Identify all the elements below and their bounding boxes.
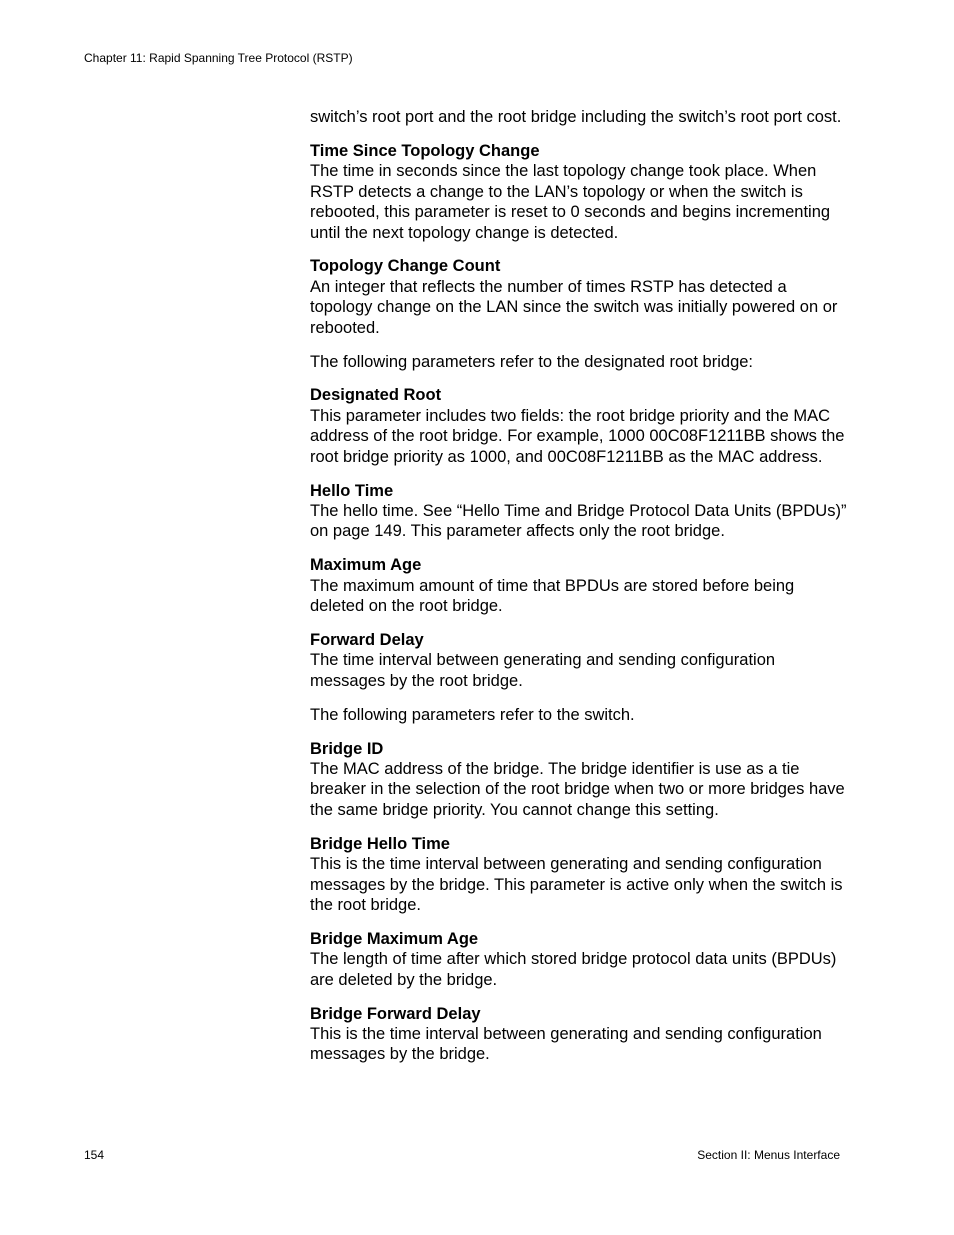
section-footer: Section II: Menus Interface (697, 1148, 840, 1162)
term-forward-delay (310, 630, 850, 691)
term-designated-root (310, 385, 850, 467)
term-title: Bridge Hello Time (310, 834, 450, 853)
term-topology-change-count (310, 256, 850, 338)
term-bridge-id (310, 739, 850, 821)
term-description: The MAC address of the bridge. The bridge identifier is use as a tie breaker in the selection of the root bridge when two or more bridges have the same bridge priority. You cannot change this setting. (310, 760, 845, 819)
term-description: This parameter includes two fields: the root bridge priority and the MAC address of the root bridge. For example, 1000 00C08F1211BB shows the root bridge priority as 1000, and 00C08F1211BB as the MAC address. (310, 406, 845, 466)
term-description: This is the time interval between generating and sending configuration messages by the bridge. (310, 1025, 822, 1064)
intro-continuation: switch’s root port and the root bridge including the switch’s root port cost. (310, 108, 842, 126)
term-bridge-hello-time (310, 834, 850, 916)
term-description: The maximum amount of time that BPDUs are stored before being deleted on the root bridge. (310, 576, 795, 616)
term-title: Maximum Age (310, 556, 422, 575)
term-title: Topology Change Count (310, 257, 501, 276)
main-body (310, 107, 850, 1078)
term-title: Bridge ID (310, 739, 384, 758)
term-title: Time Since Topology Change (310, 141, 540, 160)
page-number: 154 (84, 1148, 105, 1162)
term-description: An integer that reflects the number of times RSTP has detected a topology change on the LAN since the switch was initially powered on or rebooted. (310, 277, 838, 337)
term-description: The hello time. See “Hello Time and Bridge Protocol Data Units (BPDUs)” on page 149. This parameter affects only the root bridge. (310, 502, 847, 541)
term-description: The time in seconds since the last topology change took place. When RSTP detects a change to the LAN’s topology or when the switch is rebooted, this parameter is reset to 0 seconds and begins incrementing until the next topology change is detected. (310, 162, 831, 242)
term-time-since-topology-change (310, 141, 850, 243)
term-description: This is the time interval between generating and sending configuration messages by the bridge. This parameter is active only when the switch is the root bridge. (310, 855, 843, 914)
term-hello-time (310, 481, 850, 542)
running-header: Chapter 11: Rapid Spanning Tree Protocol (RSTP) (84, 51, 353, 65)
term-title: Designated Root (310, 386, 442, 405)
designated-root-intro: The following parameters refer to the designated root bridge: (310, 352, 754, 371)
term-title: Hello Time (310, 481, 394, 500)
term-title: Forward Delay (310, 631, 424, 650)
term-bridge-maximum-age (310, 929, 850, 990)
term-description: The length of time after which stored bridge protocol data units (BPDUs) are deleted by the bridge. (310, 950, 837, 989)
term-description: The time interval between generating and sending configuration messages by the root bridge. (310, 651, 776, 690)
switch-intro: The following parameters refer to the switch. (310, 705, 635, 724)
term-title: Bridge Forward Delay (310, 1004, 481, 1023)
term-maximum-age (310, 555, 850, 616)
term-bridge-forward-delay (310, 1004, 850, 1065)
term-title: Bridge Maximum Age (310, 929, 479, 948)
